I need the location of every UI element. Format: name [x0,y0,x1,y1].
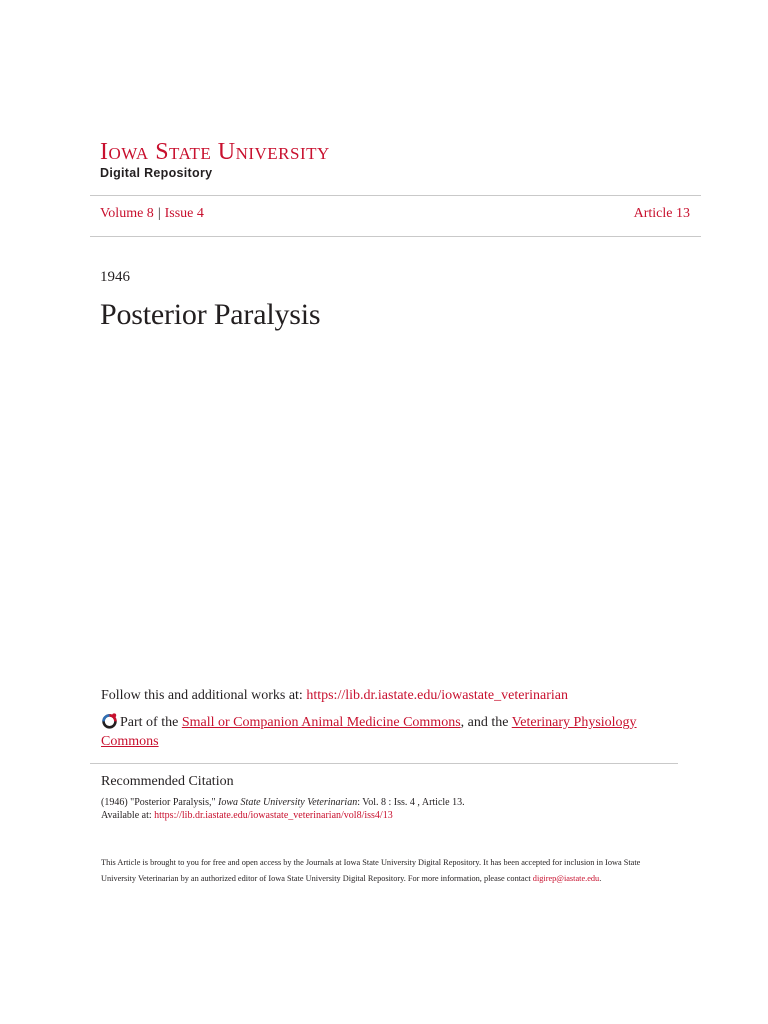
follow-line [101,688,568,704]
article-title: Posterior Paralysis [100,298,321,331]
citation-divider [90,763,678,764]
volume-issue-separator: | [157,206,161,221]
contact-email-link[interactable]: digirep@iastate.edu [532,873,600,883]
part-of-line [101,712,661,751]
access-statement-text: This Article is brought to you for free and open access by the Journals at Iowa State University Digital Repository. It has been accepted for inclusion in Iowa State University Veterinarian by an authorized editor of Iowa State University Digital Repository. For more information, please contact [101,858,641,883]
veterinary-physiology-commons-link[interactable]: Veterinary Physiology Commons [101,715,637,749]
citation-journal: Iowa State University Veterinarian [218,797,358,808]
top-divider [90,195,701,196]
part-of-middle: , and the [460,715,512,730]
publication-year: 1946 [100,269,130,285]
citation-part1: (1946) "Posterior Paralysis," [101,797,219,808]
citation-text [101,796,681,822]
commons-icon [101,712,118,729]
issue-link[interactable]: Issue 4 [164,206,204,221]
university-logo [100,138,330,180]
part-of-prefix: Part of the [120,715,182,730]
available-label: Available at: [101,810,155,821]
volume-link[interactable]: Volume 8 [100,206,154,221]
follow-label: Follow this and additional works at: [101,688,307,703]
citation-part2: : Vol. 8 : Iss. 4 , Article 13. [357,797,465,808]
header-divider [90,236,701,237]
issue-row [100,206,690,222]
access-statement [101,855,671,886]
access-statement-end: . [599,873,602,883]
repository-name: Digital Repository [100,166,213,180]
follow-url-link[interactable]: https://lib.dr.iastate.edu/iowastate_veterinarian [306,688,568,703]
article-link[interactable]: Article 13 [633,206,690,221]
recommended-citation-heading: Recommended Citation [101,774,234,789]
university-name: Iowa State University [100,139,330,165]
citation-url-link[interactable]: https://lib.dr.iastate.edu/iowastate_veterinarian/vol8/iss4/13 [154,810,393,821]
small-animal-commons-link[interactable]: Small or Companion Animal Medicine Commons [181,715,461,730]
volume-issue [100,206,204,222]
